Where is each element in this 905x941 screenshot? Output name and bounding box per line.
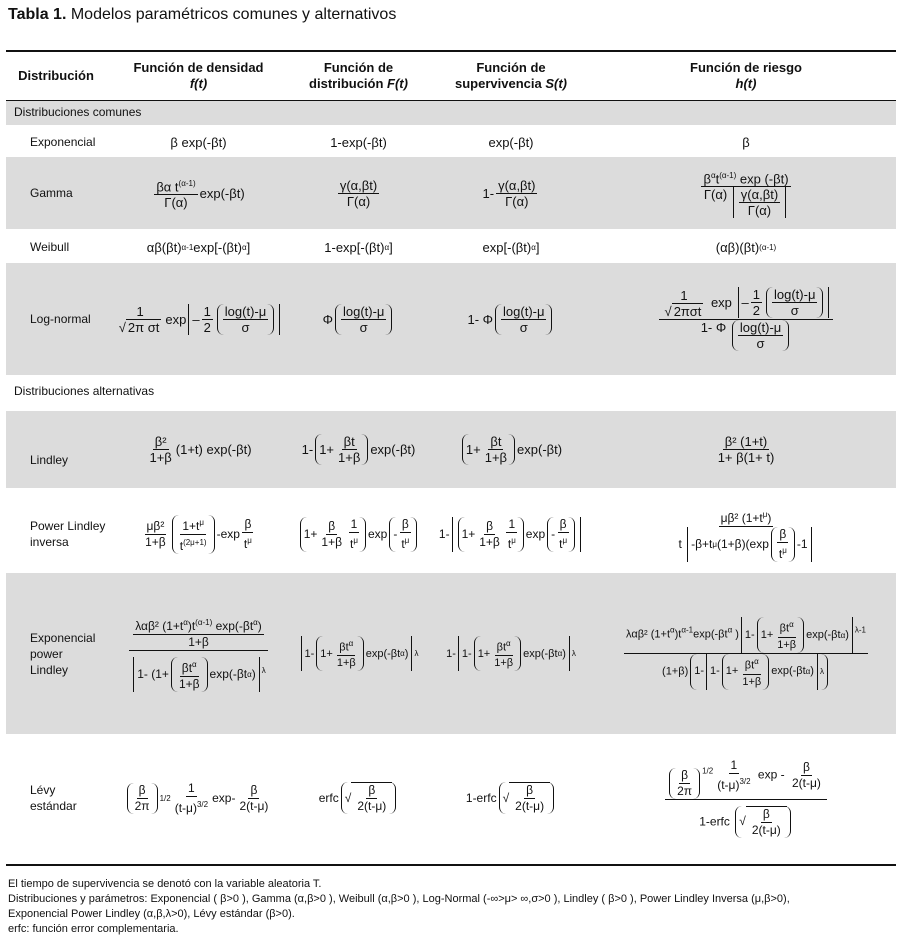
levy-density: $\frac{\beta}{2\pi}$ 1/2 $\frac{1}{(t-\mu)^{3/2}}$ exp - $\frac{\beta}{2(t-\mu)}$ — [106, 738, 291, 858]
footnote-2: Distribuciones y parámetros: Exponencial ( β>0 ), Gamma (α,β>0 ), Weibull (α,β>0 ), Log-Normal (-∞>μ> ∞,σ>0 ), Lindley ( β>0 ), Power Lindley Inversa (μ,β>0), — [8, 893, 790, 905]
row-label-levy: Lévy estándar — [30, 783, 77, 813]
weibull-survival: exp[-(βt) α ] — [482, 239, 540, 255]
lognormal-survival: 1- Φ $\frac{\log(t)-\mu}{\sigma}$ — [426, 263, 596, 375]
table-title: Tabla 1. Modelos paramétricos comunes y alternativos — [8, 6, 397, 23]
section-common: Distribuciones comunes — [14, 105, 142, 119]
levy-cdf: erfc √ $\frac{\beta}{2(t-\mu)}$ — [291, 738, 426, 858]
epl-cdf: 1- 1+ $\frac{\beta t^\alpha}{1+\beta}$ exp(-βt α ) λ — [291, 573, 426, 734]
exp-hazard: β — [742, 134, 750, 150]
section-alternative: Distribuciones alternativas — [14, 384, 155, 398]
lognormal-density: $\frac{1}{\text{√ 2π σt}}$ exp – $\frac{1}{2}$ $\frac{\log(t)-\mu}{\sigma}$ — [106, 263, 291, 375]
pli-density: $\frac{\text{μβ²}}{1+\beta}$ $\frac{1+t^\mu}{t^{(2\mu+1)}}$ -exp $\frac{\beta}{t^\mu}$ — [145, 516, 252, 553]
levy-hazard: $\frac{\beta}{2\pi}$ $^{1/2}$ $\frac{1}{(t-\mu)^{3/2}}$ exp - $\frac{\beta}{2(t-\mu)}$ 1-erfc √ $\frac{\beta}{2(t-\mu)}$ — [596, 738, 896, 858]
row-label-exponencial: Exponencial — [30, 135, 96, 149]
gamma-cdf: $\frac{\gamma(\alpha,\beta t)}{\Gamma(\alpha)}$ — [339, 177, 378, 209]
header-density: Función de densidad f(t) — [133, 60, 264, 91]
lognormal-hazard: $\frac{1}{\text{√ 2πσt}}$ exp – $\frac{1}{2}$ $\frac{\log(t)-\mu}{\sigma}$ 1- Φ $\frac{\log(t)-\mu}{\sigma}$ — [596, 263, 896, 375]
epl-hazard: λαβ² $(1+t^\alpha)t^{\alpha-1}\exp(-\beta t^\alpha$ ) 1- 1+ $\frac{\beta t^\alpha}{1+\beta}$ exp(-βt α ) $^{\lambda-1}$ (1+β) 1- 1- 1+ $\frac{\beta t^\alpha}{1+\beta}$ exp(-βt α ) λ — [596, 573, 896, 734]
pli-cdf: 1+ $\frac{\beta}{1+\beta}$ $\frac{1}{t^\mu}$ exp - $\frac{\beta}{t^\mu}$ — [291, 496, 426, 572]
weibull-cdf: 1-exp[-(βt) α ] — [324, 239, 393, 255]
exp-cdf: 1-exp(-βt) — [330, 134, 387, 150]
lindley-survival: 1+ $\frac{\beta t}{1+\beta}$ exp(-βt) — [426, 411, 596, 488]
row-label-gamma: Gamma — [30, 186, 73, 200]
weibull-density: αβ(βt) α-1 exp[-(βt) α ] — [146, 239, 251, 255]
levy-survival: 1-erfc √ $\frac{\beta}{2(t-\mu)}$ — [426, 738, 596, 858]
header-cdf: Función de distribución F(t) — [309, 60, 408, 91]
epl-density: $\frac{\lambda\alpha\beta^2 (1+t^\alpha)t^{(\alpha-1)} \exp(-\beta t^\alpha)}{1+\beta}$ 1- (1+ $\frac{\beta t^\alpha}{1+\beta}$ exp(-βt α ) $^\lambda$ — [106, 573, 291, 734]
row-label-weibull: Weibull — [30, 240, 70, 254]
gamma-survival: 1- $\frac{\gamma(\alpha,\beta t)}{\Gamma(\alpha)}$ — [482, 177, 536, 209]
pli-survival: 1- 1+ $\frac{\beta}{1+\beta}$ $\frac{1}{t^\mu}$ exp - $\frac{\beta}{t^\mu}$ — [426, 496, 596, 572]
lindley-hazard: $\frac{\text{β² (1+t)}}{1+ \beta(1+ t)}$ — [717, 434, 775, 465]
row-label-lindley: Lindley — [30, 452, 69, 467]
exp-survival: exp(-βt) — [488, 134, 534, 150]
lindley-density: $\frac{\text{β²}}{1+\beta}$ (1+t) exp(-βt) — [149, 434, 252, 465]
header-row — [6, 52, 896, 100]
lindley-cdf: 1- 1+ $\frac{\beta t}{1+\beta}$ exp(-βt) — [301, 434, 416, 465]
exp-density: β exp(-βt) — [170, 134, 227, 150]
header-distribution: Distribución — [18, 68, 94, 83]
row-label-lognormal: Log-normal — [30, 312, 91, 326]
epl-survival: 1- 1- 1+ $\frac{\beta t^\alpha}{1+\beta}$ exp(-βt α ) λ — [426, 573, 596, 734]
bottom-rule — [6, 864, 896, 866]
header-survival: Función de supervivencia S(t) — [455, 60, 567, 91]
gamma-density: $\frac{\beta\alpha t^{(\alpha-1)}}{\Gamma(\alpha)}$ exp(-βt) — [106, 157, 291, 229]
row-label-exponencial-power-lindley: Exponencial power Lindley — [30, 630, 96, 677]
weibull-hazard: (αβ)(βt) (α-1) — [715, 239, 777, 255]
footnote-4: erfc: función error complementaria. — [8, 923, 179, 935]
row-label-power-lindley-inversa: Power Lindley inversa — [30, 519, 106, 549]
pli-hazard: μβ² $(1+t^\mu)$ t -β+t μ (1+β)(exp $\frac{\beta}{t^\mu}$ -1 — [596, 496, 896, 572]
footnote-1: El tiempo de supervivencia se denotó con la variable aleatoria T. — [8, 878, 322, 890]
gamma-hazard: $\beta^\alpha t^{(\alpha-1)}$ exp (-βt) Γ(α) $\frac{\gamma(\alpha,\beta t)}{\Gamma(\alpha)}$ — [596, 157, 896, 229]
footnote-3: Exponencial Power Lindley (α,β,λ>0), Lévy estándar (β>0). — [8, 908, 295, 920]
lognormal-cdf: Φ $\frac{\log(t)-\mu}{\sigma}$ — [291, 263, 426, 375]
header-hazard: Función de riesgo h(t) — [690, 60, 802, 91]
